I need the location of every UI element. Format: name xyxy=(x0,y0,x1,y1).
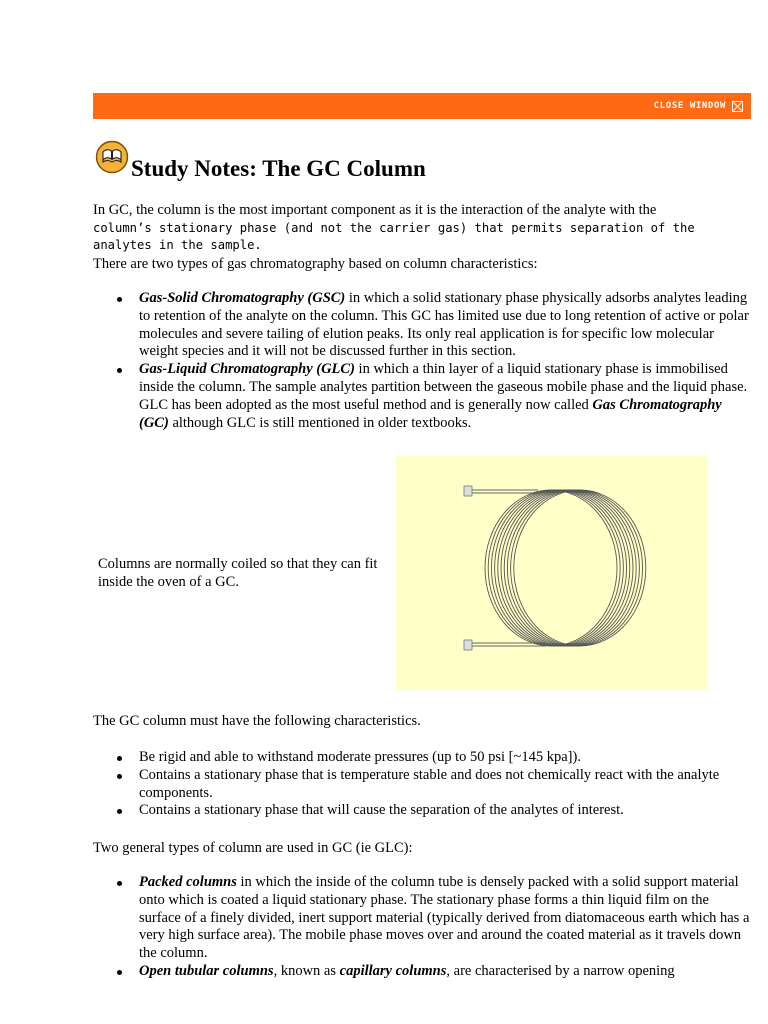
list-item xyxy=(93,874,753,963)
packed-columns-description: in which the inside of the column tube is densely packed with a solid support material onto which is coated a liquid stationary phase. The stationary phase forms a thin liquid film on the surface of a finely divided, inert support material (typically derived from diatomaceous earth which has a very high surface area). The mobile phase moves over and around the coated material as it travels down the column. xyxy=(139,874,750,962)
list-item xyxy=(93,963,753,981)
intro-line-1: In GC, the column is the most important component as it is the interaction of the analyte with the xyxy=(93,202,657,218)
glc-description-tail: although GLC is still mentioned in older textbooks. xyxy=(168,414,472,431)
list-item: Be rigid and able to withstand moderate pressures (up to 50 psi [~145 kpa]). xyxy=(93,749,753,767)
characteristics-list xyxy=(93,749,753,820)
list-item xyxy=(93,290,753,361)
list-item xyxy=(93,361,753,432)
open-tubular-tail: , are characterised by a narrow opening xyxy=(446,962,675,979)
gc-types-list xyxy=(93,290,753,432)
coil-loop xyxy=(504,490,636,646)
list-item: Contains a stationary phase that is temperature stable and does not chemically react with the analyte components. xyxy=(93,767,753,803)
coil-loop xyxy=(514,490,646,646)
glc-description: in which a thin layer of a liquid stationary phase is immobilised inside the column. The sample analytes partition between the gaseous mobile phase and the liquid phase. GLC has been adopted as the most useful method and is generally now called xyxy=(139,361,748,413)
coil-loop xyxy=(495,490,627,646)
intro-paragraph xyxy=(93,202,748,255)
term-open-tubular-columns: Open tubular columns xyxy=(139,962,274,979)
term-gc: Gas Chromatography (GC) xyxy=(139,396,722,431)
open-tubular-text: , known as xyxy=(273,962,340,979)
gsc-description: in which a solid stationary phase physically adsorbs analytes leading to retention of the analyte on the column. This GC has limited use due to long retention of active or polar molecules and severe tailing of elution peaks. Its only real application is for specific low molecular weight species and it will not be discussed further in this section. xyxy=(139,290,749,360)
list-item: Contains a stationary phase that will cause the separation of the analytes of interest. xyxy=(93,802,753,820)
column-types-list xyxy=(93,874,753,981)
close-icon xyxy=(732,101,743,112)
coil-loop xyxy=(498,490,630,646)
close-window-label: CLOSE WINDOW xyxy=(653,101,726,111)
page-title: Study Notes: The GC Column xyxy=(131,156,426,181)
coil-loop xyxy=(485,490,617,646)
column-types-intro: Two general types of column are used in GC (ie GLC): xyxy=(93,840,413,856)
term-glc: Gas-Liquid Chromatography (GLC) xyxy=(139,361,355,378)
intro-line-2: column’s stationary phase (and not the carrier gas) that permits separation of the analytes in the sample. xyxy=(93,220,695,252)
title-area xyxy=(93,140,743,184)
coil-loop xyxy=(501,490,633,646)
types-intro: There are two types of gas chromatography based on column characteristics: xyxy=(93,256,538,272)
coiled-column-illustration xyxy=(396,456,707,690)
figure-caption: Columns are normally coiled so that they can fit inside the oven of a GC. xyxy=(98,556,378,590)
term-capillary-columns: capillary columns xyxy=(339,962,447,979)
coil-loop xyxy=(507,490,639,646)
book-icon xyxy=(95,140,129,174)
coil-loop xyxy=(488,490,620,646)
header-bar xyxy=(93,93,751,119)
coiled-column-figure xyxy=(396,456,707,690)
term-packed-columns: Packed columns xyxy=(139,874,237,890)
coil-loop xyxy=(491,490,623,646)
close-window-button[interactable] xyxy=(654,99,743,113)
term-gsc: Gas-Solid Chromatography (GSC) xyxy=(139,290,346,306)
characteristics-intro: The GC column must have the following characteristics. xyxy=(93,713,421,729)
coil-loop xyxy=(511,490,643,646)
